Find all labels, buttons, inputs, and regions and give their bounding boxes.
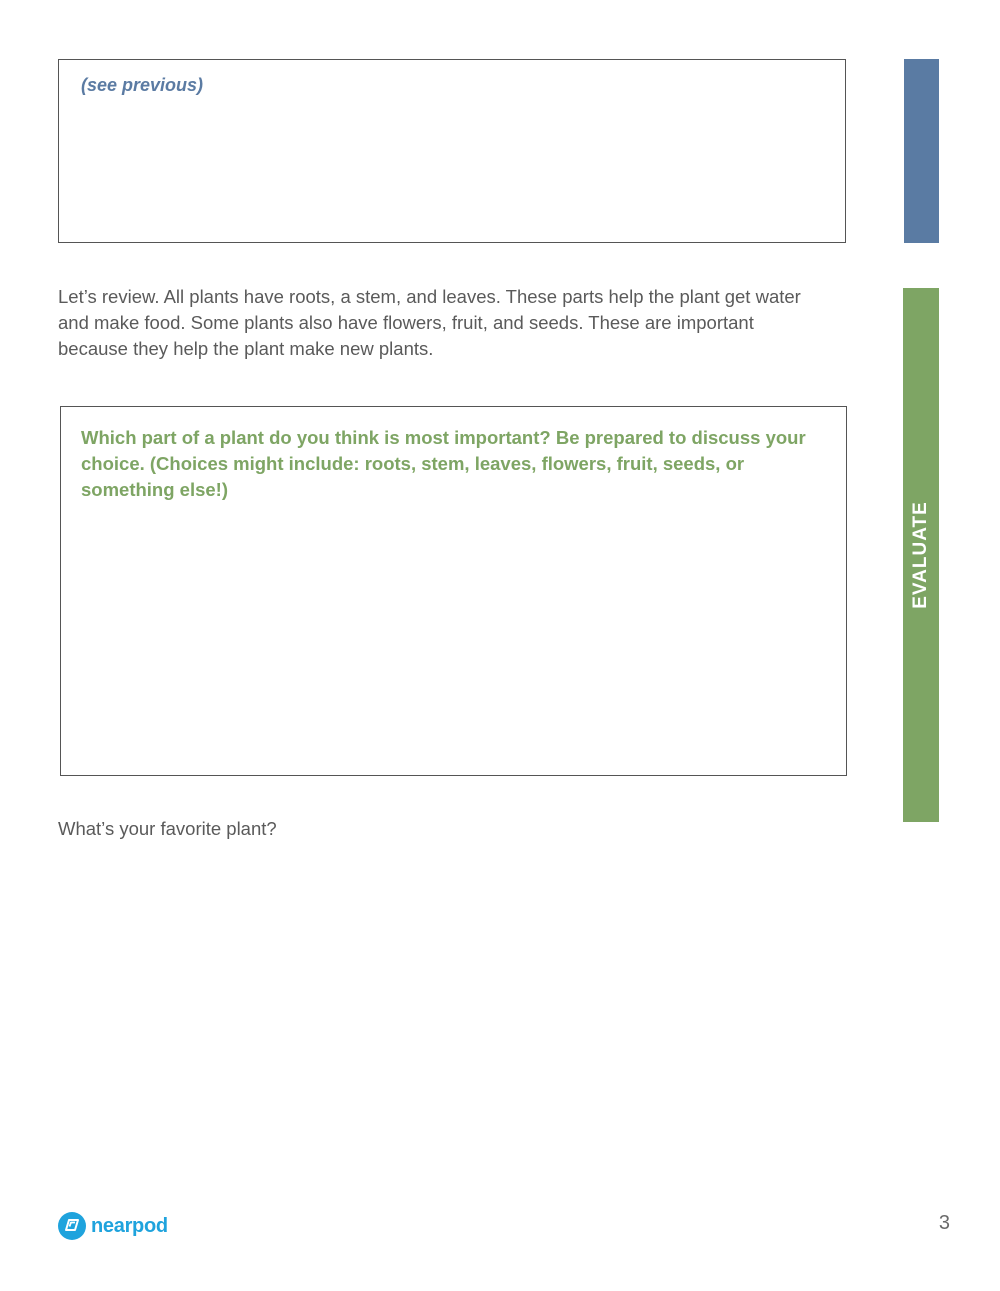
side-tab-evaluate [903,288,939,822]
see-previous-text: (see previous) [81,75,204,95]
favorite-plant-prompt: What’s your favorite plant? [58,818,277,839]
page-number: 3 [938,1212,950,1234]
question-prompt: Which part of a plant do you think is most important? Be prepared to discuss your choice. (Choices might include: roots, stem, leaves, flowers, fruit, seeds, or something else!) [81,427,806,500]
previous-answer-box [58,59,846,243]
nearpod-logo [58,1211,168,1241]
nearpod-logo-text: nearpod [91,1215,168,1237]
nearpod-logo-icon [58,1212,86,1240]
question-answer-box [60,406,847,776]
review-paragraph: Let’s review. All plants have roots, a stem, and leaves. These parts help the plant get water and make food. Some plants also have flowers, fruit, and seeds. These are important because they help the plant make new plants. [58,286,801,359]
side-tab-blue [904,59,939,243]
evaluate-label: EVALUATE [910,501,931,609]
